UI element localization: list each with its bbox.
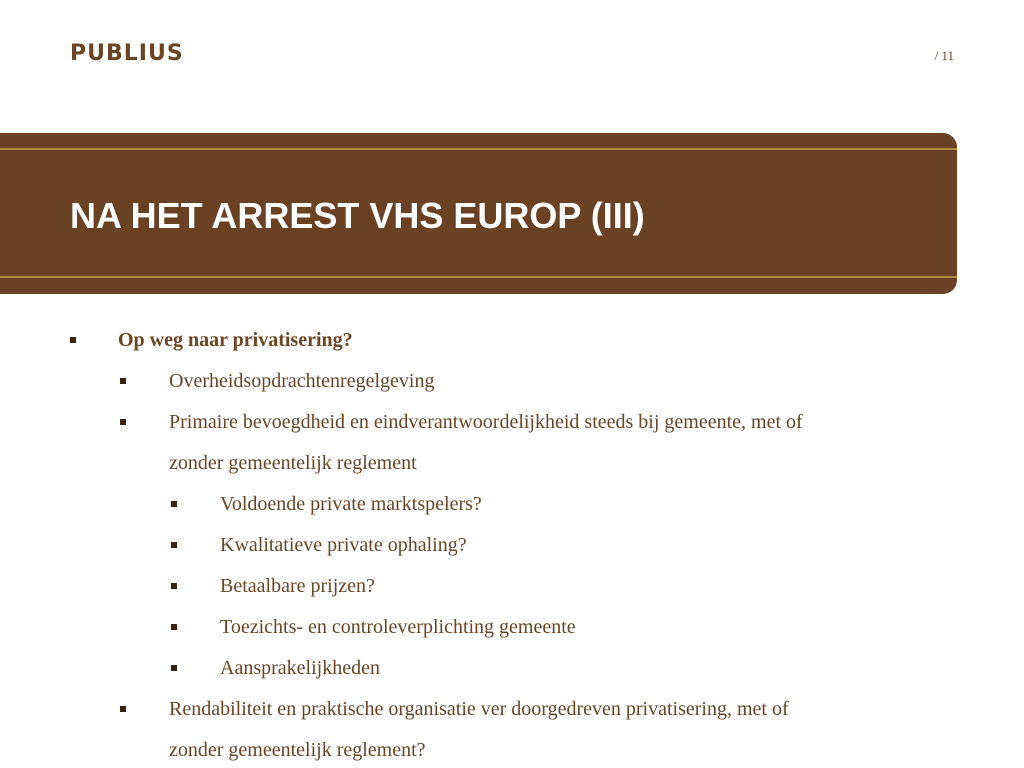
bullet-marker (120, 706, 126, 712)
bullet-marker (171, 624, 177, 630)
bullet-item-continuation: zonder gemeentelijk reglement (169, 452, 417, 474)
slide-title: NA HET ARREST VHS EUROP (III) (70, 195, 645, 236)
page-number: / 11 (934, 48, 954, 63)
bullet-item-level2: Primaire bevoegdheid en eindverantwoordelijkheid steeds bij gemeente, met of (169, 411, 803, 433)
bullet-item-level3: Kwalitatieve private ophaling? (220, 534, 467, 556)
bullet-marker (171, 583, 177, 589)
bullet-marker (120, 419, 126, 425)
bullet-marker (171, 665, 177, 671)
bullet-marker (171, 542, 177, 548)
bullet-item-level3: Voldoende private marktspelers? (220, 493, 482, 515)
bullet-item-level1: Op weg naar privatisering? (118, 329, 353, 351)
bullet-item-level3: Betaalbare prijzen? (220, 575, 375, 597)
bullet-marker (171, 501, 177, 507)
bullet-item-level3: Aansprakelijkheden (220, 657, 380, 679)
bullet-item-continuation: zonder gemeentelijk reglement? (169, 739, 426, 761)
bullet-marker (70, 337, 76, 343)
bullet-marker (120, 378, 126, 384)
bullet-item-level2: Rendabiliteit en praktische organisatie ver doorgedreven privatisering, met of (169, 698, 789, 720)
title-band (0, 133, 957, 294)
band-divider-top (0, 148, 957, 150)
bullet-item-level2: Overheidsopdrachtenregelgeving (169, 370, 435, 392)
publius-logo: PUBLIUS (70, 41, 184, 66)
band-divider-bottom (0, 276, 957, 278)
bullet-item-level3: Toezichts- en controleverplichting gemeente (220, 616, 576, 638)
